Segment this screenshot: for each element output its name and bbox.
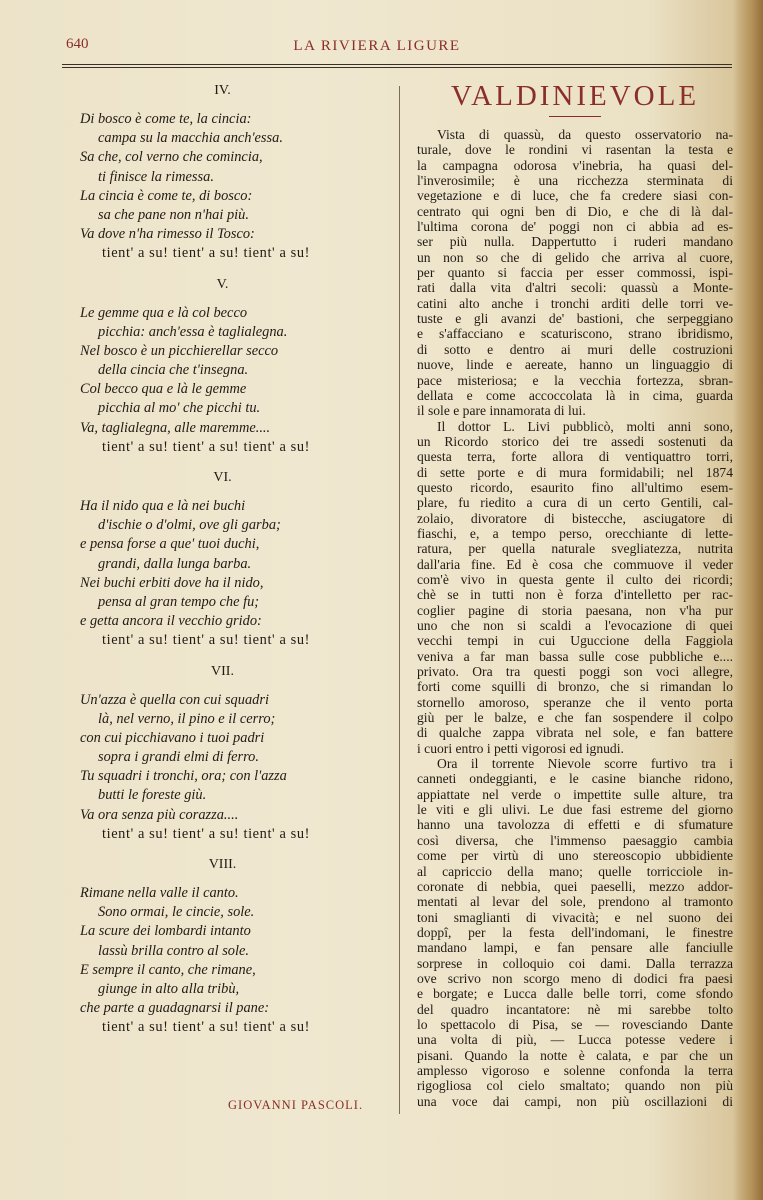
article-line: canneti ondeggianti, e le casine bianche ridono, <box>417 771 733 787</box>
article-line: catini alto anche i tronchi arditi delle torri ve- <box>417 295 733 311</box>
verse-line: Sono ormai, le cincie, sole. <box>98 904 255 921</box>
verse-line: Un'azza è quella con cui squadri <box>80 691 269 708</box>
header-rule-double <box>62 67 732 68</box>
verse-line: picchia al mo' che picchi tu. <box>98 400 261 417</box>
article-line: ove scrivo non scorgo meno di dodici fra paesi <box>417 970 733 986</box>
article-body <box>417 127 733 1109</box>
verse-line: Ha il nido qua e là nei buchi <box>80 498 246 514</box>
article-line: un Ricordo storico dei tre assedi sostenuti da <box>417 433 733 449</box>
article-column <box>417 76 733 1109</box>
verse-line: lassù brilla contro al sole. <box>98 942 249 959</box>
article-line: plare, fu riedito a cura di un certo Gentili, cal- <box>417 495 733 511</box>
article-line: toni smaglianti di vivacità; e nel suono dei <box>417 909 733 925</box>
refrain-line: tient' a su! tient' a su! tient' a su! <box>102 438 311 455</box>
verse-line: là, nel verno, il pino e il cerro; <box>98 710 276 727</box>
page-edge-shadow <box>733 0 763 1200</box>
article-line: l'ultima corona de' poggi non ci abbia ad es- <box>417 219 733 235</box>
article-line: stornello amoroso, speranze che il vento porta <box>417 694 733 710</box>
article-line: mentati al levar del sole, prendono al tramonto <box>417 894 733 910</box>
article-line: pisani. Quando la notte è calata, e par che un <box>417 1047 733 1063</box>
article-line: per quanto si faccia per esser commossi, ispi- <box>417 265 733 281</box>
verse-line: Col becco qua e là le gemme <box>80 381 247 398</box>
stanza <box>80 884 365 1038</box>
stanza <box>80 110 365 264</box>
verse-line: che parte a guadagnarsi il pane: <box>80 1000 270 1017</box>
stanza <box>80 497 365 651</box>
article-line: centrato qui ogni ben di Dio, e che di là dal- <box>417 203 733 219</box>
article-line: doppî, per la festa dell'indomani, le finestre <box>417 924 733 940</box>
article-line: zolaio, divoratore di bistecche, asciugatore di <box>417 510 733 526</box>
article-line: questo ricordo, esaurito fino all'ultimo esem- <box>417 479 733 495</box>
page-number: 640 <box>66 36 89 52</box>
article-line: e borgate; e Lucca dalle belle torri, come sfondo <box>417 986 733 1002</box>
verse-line: giunge in alto alla tribù, <box>98 980 240 997</box>
article-line: uno che non si scaldi a l'evocazione di quei <box>417 618 733 633</box>
stanza-number: VIII. <box>208 857 237 872</box>
article-line: rati dalla vita d'altri secoli: quassù a Monte- <box>417 280 733 296</box>
article-line: questa terra, forte allora di ventiquattro torri, <box>417 449 733 465</box>
header-rule <box>62 64 732 65</box>
article-line: così diversa, che l'immenso paesaggio cambia <box>417 832 733 848</box>
article-line: tuste e gli avanzi de' bastioni, che serpeggiano <box>417 311 733 327</box>
verse-line: Nei buchi erbiti dove ha il nido, <box>80 574 264 591</box>
verse-line: Va ora senza più corazza.... <box>80 806 239 823</box>
article-line: nuove, linde e aereate, hanno un linguaggio di <box>417 357 733 373</box>
refrain-line: tient' a su! tient' a su! tient' a su! <box>102 245 311 262</box>
verse-line: campa su la macchia anch'essa. <box>98 130 283 147</box>
verse-line: della cincia che t'insegna. <box>98 362 249 379</box>
verse-line: con cui picchiavano i tuoi padri <box>80 729 265 746</box>
verse-line: E sempre il canto, che rimane, <box>80 961 256 978</box>
article-line: vegetazione e di luce, che fa credere siasi con- <box>417 188 733 204</box>
stanza-number: V. <box>216 276 229 292</box>
article-line: il sole e pare innamorata di lui. <box>417 403 586 419</box>
article-line: amplesso vigoroso e solenne confonda la terra <box>417 1062 733 1078</box>
article-line: turale, dove le rondini vi rasentan la testa e <box>417 142 733 158</box>
article-line: hanno una tavolozza di effetti e di sfumature <box>417 817 733 833</box>
article-line: veniva a far man bassa sulle cose pubbliche e.... <box>417 648 733 664</box>
column-divider <box>399 86 400 1114</box>
article-line: vecchi tempi in cui Uguccione della Faggiola <box>417 633 733 649</box>
article-line: di sette porte e di mura formidabili; nel 1874 <box>417 464 733 480</box>
article-line: appiattate nel verde o impettite sulle alture, tra <box>417 786 733 802</box>
article-line: dall'aria fine. Ed è cosa che commuove il veder <box>417 556 733 572</box>
article-line: com'è vivo in questa gente il culto dei ricordi; <box>417 571 733 587</box>
verse-line: d'ischie o d'olmi, ove gli garba; <box>98 517 281 534</box>
verse-line: grandi, dalla lunga barba. <box>98 555 252 572</box>
verse-line: Va dove n'ha rimesso il Tosco: <box>80 226 255 243</box>
article-line: del quadro incantatore: nè mi sarebbe tolto <box>417 1001 733 1017</box>
verse-line: Tu squadri i tronchi, ora; con l'azza <box>80 768 287 785</box>
stanza <box>80 691 365 845</box>
article-line: come per virtù di uno stereoscopio ubbidiente <box>417 848 733 864</box>
verse-line: e getta ancora il vecchio grido: <box>80 613 262 630</box>
verse-line: pensa al gran tempo che fu; <box>98 593 260 610</box>
stanza-number: IV. <box>214 83 231 98</box>
article-line: lo spettacolo di Pisa, se — rovesciando Dante <box>417 1016 733 1032</box>
refrain-line: tient' a su! tient' a su! tient' a su! <box>102 1019 311 1036</box>
article-line: Ora il torrente Nievole scorre furtivo tra i <box>437 756 733 772</box>
article-line: fiaschi, e, a tempo perso, orecchiante di lette- <box>417 525 733 541</box>
stanza-number: VII. <box>211 663 234 679</box>
page-header <box>62 34 732 64</box>
title-ornament-rule <box>549 116 601 117</box>
article-line: Il dottor L. Livi pubblicò, molti anni sono, <box>437 418 733 434</box>
verse-line: e pensa forse a que' tuoi duchi, <box>80 536 260 553</box>
article-line: ratura, per quella naturale svegliatezza, nutrita <box>417 541 733 557</box>
verse-line: ti finisce la rimessa. <box>98 168 214 185</box>
verse-line: Le gemme qua e là col becco <box>80 304 248 321</box>
article-line: le viti e gli ulivi. Le due fasi estreme del giorno <box>417 802 733 818</box>
article-line: Vista di quassù, da questo osservatorio na- <box>437 127 733 142</box>
verse-line: La scure dei lombardi intanto <box>80 923 251 940</box>
verse-line: sopra i grandi elmi di ferro. <box>98 749 259 766</box>
article-line: chè se in tutti non è forza d'intelletto per rac- <box>417 587 733 603</box>
article-line: coronate di nebbia, quei paeselli, mezzo addor- <box>417 878 733 894</box>
article-line: al capriccio della mano; quelle torricciole in- <box>417 863 733 879</box>
article-line: di qualche zappa vibrata nel sole, e fan battere <box>417 725 733 741</box>
verse-line: sa che pane non n'hai più. <box>98 206 249 223</box>
article-line: dellata e come accoccolata là in cima, guarda <box>417 387 733 403</box>
article-line: privato. Ora tra questi poggi son voci allegre, <box>417 664 733 680</box>
verse-line: La cincia è come te, di bosco: <box>80 187 253 204</box>
verse-line: Va, taglialegna, alle maremme.... <box>80 419 271 436</box>
stanza-number: VI. <box>213 470 232 485</box>
refrain-line: tient' a su! tient' a su! tient' a su! <box>102 825 311 842</box>
verse-line: Rimane nella valle il canto. <box>80 885 239 901</box>
verse-line: Di bosco è come te, la cincia: <box>80 111 252 127</box>
article-line: una volta di più, — Lucca potesse vedere i <box>417 1032 733 1048</box>
stanza <box>80 304 365 458</box>
article-line: rigogliosa col cielo smaltato; quando non più <box>417 1078 733 1094</box>
poem-signature: GIOVANNI PASCOLI. <box>228 1098 364 1112</box>
verse-line: butti le foreste giù. <box>98 787 207 804</box>
article-line: pace misteriosa; e la vecchia fortezza, sbran- <box>417 372 733 388</box>
verse-line: Sa che, col verno che comincia, <box>80 149 263 166</box>
verse-line: Nel bosco è un picchierellar secco <box>80 342 279 359</box>
article-line: l'inverosimile; è una ricchezza sterminata di <box>417 173 733 189</box>
article-line: forti come squilli di bronzo, che si rimandan lo <box>417 679 733 695</box>
article-line: sorprese in colloquio coi dami. Dalla terrazza <box>417 955 733 971</box>
article-line: coglier pagine di storia paesana, non v'ha pur <box>417 602 733 618</box>
article-line: di sotto e dentro ai muri delle costruzioni <box>417 341 733 357</box>
article-title: VALDINIEVOLE <box>450 80 700 112</box>
article-line: una voce dai campi, non più oscillazioni di <box>417 1093 733 1109</box>
article-line: i cuori entro i petti vigorosi ed ignudi. <box>417 740 624 756</box>
refrain-line: tient' a su! tient' a su! tient' a su! <box>102 632 311 649</box>
running-title: LA RIVIERA LIGURE <box>293 38 461 54</box>
article-line: giù per le balze, e che fan sospendere il colpo <box>417 710 733 726</box>
article-line: ser più nulla. Dappertutto i ruderi mandano <box>417 234 733 250</box>
article-line: la campagna odorosa v'inebria, ha quasi del- <box>417 157 733 173</box>
poem-column <box>80 80 365 1048</box>
article-line: e s'affacciano e scaturiscono, strano ibridismo, <box>417 326 733 342</box>
verse-line: picchia: anch'essa è taglialegna. <box>98 323 288 340</box>
article-line: mandano lampi, e fan pensare alle fanciulle <box>417 940 733 956</box>
article-line: un non so che di gelido che arriva al cuore, <box>417 249 733 265</box>
